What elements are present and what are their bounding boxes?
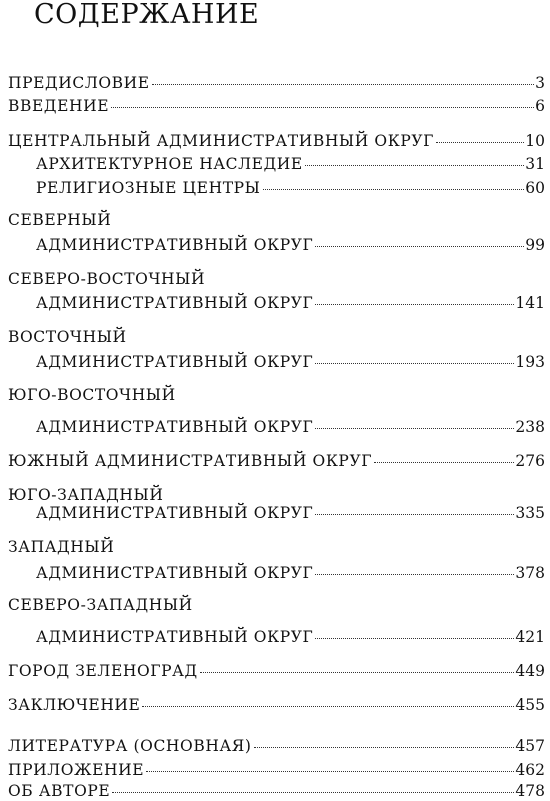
- toc-page-number: 238: [515, 418, 545, 436]
- dot-leader: [315, 363, 514, 364]
- toc-page-number: 60: [525, 179, 545, 197]
- toc-entry-label: ГОРОД ЗЕЛЕНОГРАД: [8, 662, 198, 680]
- dot-leader: [315, 638, 514, 639]
- toc-page-number: 335: [515, 504, 545, 522]
- toc-entry-south-east-line1[interactable]: ЮГО-ВОСТОЧНЫЙ: [8, 386, 176, 404]
- toc-entry-preface[interactable]: [8, 73, 545, 93]
- toc-page-number: 141: [515, 294, 545, 312]
- toc-entry-label: АДМИНИСТРАТИВНЫЙ ОКРУГ: [36, 236, 314, 254]
- toc-entry-west-line1[interactable]: ЗАПАДНЫЙ: [8, 538, 115, 556]
- dot-leader: [111, 107, 534, 108]
- toc-entry-zelenograd[interactable]: [8, 661, 545, 681]
- toc-entry-conclusion[interactable]: [8, 695, 545, 715]
- toc-page-number: 421: [515, 628, 545, 646]
- toc-entry-label: ЗАКЛЮЧЕНИЕ: [8, 696, 141, 714]
- toc-entry-literature[interactable]: [8, 736, 545, 756]
- toc-page-number: 31: [525, 155, 545, 173]
- toc-entry-north-east-line1[interactable]: СЕВЕРО-ВОСТОЧНЫЙ: [8, 270, 206, 288]
- toc-entry-label: АДМИНИСТРАТИВНЫЙ ОКРУГ: [36, 564, 314, 582]
- toc-entry-north-line1[interactable]: СЕВЕРНЫЙ: [8, 211, 112, 229]
- dot-leader: [315, 304, 514, 305]
- toc-entry-about-author[interactable]: [8, 781, 545, 801]
- toc-entry-introduction[interactable]: [8, 96, 545, 116]
- toc-entry-label: ЮЖНЫЙ АДМИНИСТРАТИВНЫЙ ОКРУГ: [8, 452, 373, 470]
- toc-entry-appendix[interactable]: [8, 760, 545, 780]
- dot-leader: [200, 672, 515, 673]
- toc-page-number: 457: [515, 737, 545, 755]
- dot-leader: [315, 246, 524, 247]
- toc-page-number: 193: [515, 353, 545, 371]
- dot-leader: [315, 514, 514, 515]
- dot-leader: [315, 574, 514, 575]
- toc-entry-label: РЕЛИГИОЗНЫЕ ЦЕНТРЫ: [36, 179, 261, 197]
- toc-entry-north-west-line1[interactable]: СЕВЕРО-ЗАПАДНЫЙ: [8, 596, 193, 614]
- toc-entry-label: АДМИНИСТРАТИВНЫЙ ОКРУГ: [36, 418, 314, 436]
- toc-entry-label: ЛИТЕРАТУРА (ОСНОВНАЯ): [8, 737, 252, 755]
- toc-page-number: 478: [515, 782, 545, 800]
- dot-leader: [374, 462, 514, 463]
- toc-page-number: 3: [535, 74, 545, 92]
- dot-leader: [152, 84, 534, 85]
- toc-entry-central[interactable]: [8, 131, 545, 151]
- toc-entry-north-west[interactable]: [36, 627, 545, 647]
- toc-entry-south-east[interactable]: [36, 417, 545, 437]
- toc-entry-label: АРХИТЕКТУРНОЕ НАСЛЕДИЕ: [36, 155, 303, 173]
- toc-entry-architecture[interactable]: [36, 154, 545, 174]
- toc-entry-north[interactable]: [36, 235, 545, 255]
- toc-page-number: 276: [515, 452, 545, 470]
- toc-entry-south-west[interactable]: [36, 503, 545, 523]
- toc-page-number: 462: [515, 761, 545, 779]
- dot-leader: [142, 706, 514, 707]
- toc-entry-south[interactable]: [8, 451, 545, 471]
- toc-entry-religious[interactable]: [36, 178, 545, 198]
- dot-leader: [146, 771, 514, 772]
- toc-entry-east[interactable]: [36, 352, 545, 372]
- toc-entry-label: ВВЕДЕНИЕ: [8, 97, 110, 115]
- toc-page-number: 455: [515, 696, 545, 714]
- toc-entry-north-east[interactable]: [36, 293, 545, 313]
- toc-entry-label: ОБ АВТОРЕ: [8, 782, 111, 800]
- dot-leader: [112, 792, 514, 793]
- toc-page-number: 6: [535, 97, 545, 115]
- toc-page-number: 449: [515, 662, 545, 680]
- toc-entry-east-line1[interactable]: ВОСТОЧНЫЙ: [8, 328, 127, 346]
- toc-page-number: 99: [525, 236, 545, 254]
- dot-leader: [263, 189, 525, 190]
- toc-entry-label: АДМИНИСТРАТИВНЫЙ ОКРУГ: [36, 294, 314, 312]
- toc-entry-label: АДМИНИСТРАТИВНЫЙ ОКРУГ: [36, 504, 314, 522]
- toc-entry-label: ЦЕНТРАЛЬНЫЙ АДМИНИСТРАТИВНЫЙ ОКРУГ: [8, 132, 435, 150]
- dot-leader: [305, 165, 524, 166]
- toc-entry-south-west-line1[interactable]: ЮГО-ЗАПАДНЫЙ: [8, 486, 164, 504]
- toc-entry-label: АДМИНИСТРАТИВНЫЙ ОКРУГ: [36, 353, 314, 371]
- page-title: СОДЕРЖАНИЕ: [34, 0, 260, 30]
- dot-leader: [254, 747, 515, 748]
- toc-entry-label: АДМИНИСТРАТИВНЫЙ ОКРУГ: [36, 628, 314, 646]
- toc-page-number: 10: [525, 132, 545, 150]
- toc-page-number: 378: [515, 564, 545, 582]
- dot-leader: [436, 142, 524, 143]
- dot-leader: [315, 428, 514, 429]
- toc-entry-label: ПРЕДИСЛОВИЕ: [8, 74, 150, 92]
- toc-entry-west[interactable]: [36, 563, 545, 583]
- toc-entry-label: ПРИЛОЖЕНИЕ: [8, 761, 145, 779]
